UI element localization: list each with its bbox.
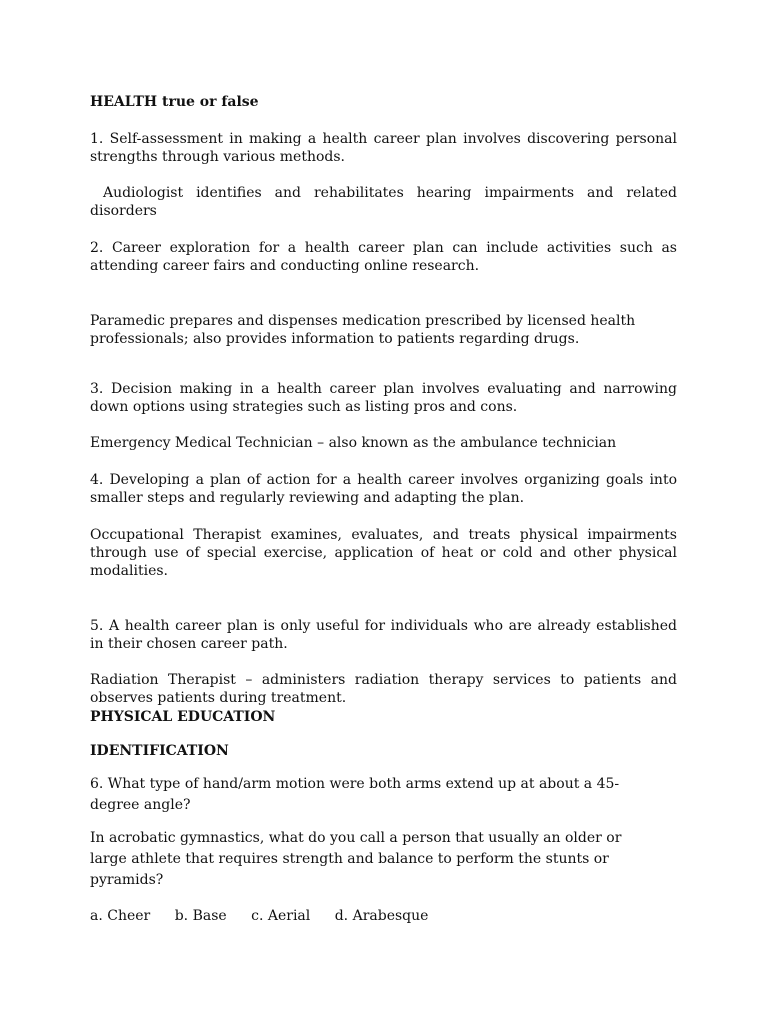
choice-c: c. Aerial bbox=[251, 908, 311, 924]
health-question-1: 1. Self-assessment in making a health career plan involves discovering personal strengths through various methods. bbox=[90, 131, 677, 165]
pe-question-6: 6. What type of hand/arm motion were both arms extend up at about a 45-degree angle? bbox=[90, 776, 620, 813]
health-question-2: 2. Career exploration for a health career plan can include activities such as attending career fairs and conducting online research. bbox=[90, 240, 677, 274]
document-page bbox=[90, 0, 682, 1024]
occupational-therapist-statement: Occupational Therapist examines, evaluates, and treats physical impairments through use of special exercise, application of heat or cold and other physical modalities. bbox=[90, 527, 677, 579]
paramedic-statement: Paramedic prepares and dispenses medication prescribed by licensed health professionals; also provides information to patients regarding drugs. bbox=[90, 313, 636, 347]
acrobatic-gymnastics-question: In acrobatic gymnastics, what do you call a person that usually an older or large athlete that requires strength and balance to perform the stunts or pyramids? bbox=[90, 830, 622, 888]
emt-statement: Emergency Medical Technician – also known as the ambulance technician bbox=[90, 435, 617, 451]
choice-b: b. Base bbox=[174, 908, 227, 924]
health-question-3: 3. Decision making in a health career plan involves evaluating and narrowing down options using strategies such as listing pros and cons. bbox=[90, 381, 677, 415]
answer-choices bbox=[90, 905, 677, 927]
choice-d: d. Arabesque bbox=[334, 908, 429, 924]
choice-a: a. Cheer bbox=[90, 908, 151, 924]
audiologist-statement: Audiologist identifies and rehabilitates hearing impairments and related disorders bbox=[90, 185, 682, 219]
health-section-title: HEALTH true or false bbox=[90, 94, 259, 110]
identification-subtitle: IDENTIFICATION bbox=[90, 743, 229, 759]
radiation-therapist-statement: Radiation Therapist – administers radiation therapy services to patients and observes patients during treatment. bbox=[90, 672, 677, 706]
health-question-4: 4. Developing a plan of action for a health career involves organizing goals into smaller steps and regularly reviewing and adapting the plan. bbox=[90, 472, 677, 506]
health-question-5: 5. A health career plan is only useful for individuals who are already established in their chosen career path. bbox=[90, 618, 677, 652]
pe-section-title: PHYSICAL EDUCATION bbox=[90, 709, 276, 725]
